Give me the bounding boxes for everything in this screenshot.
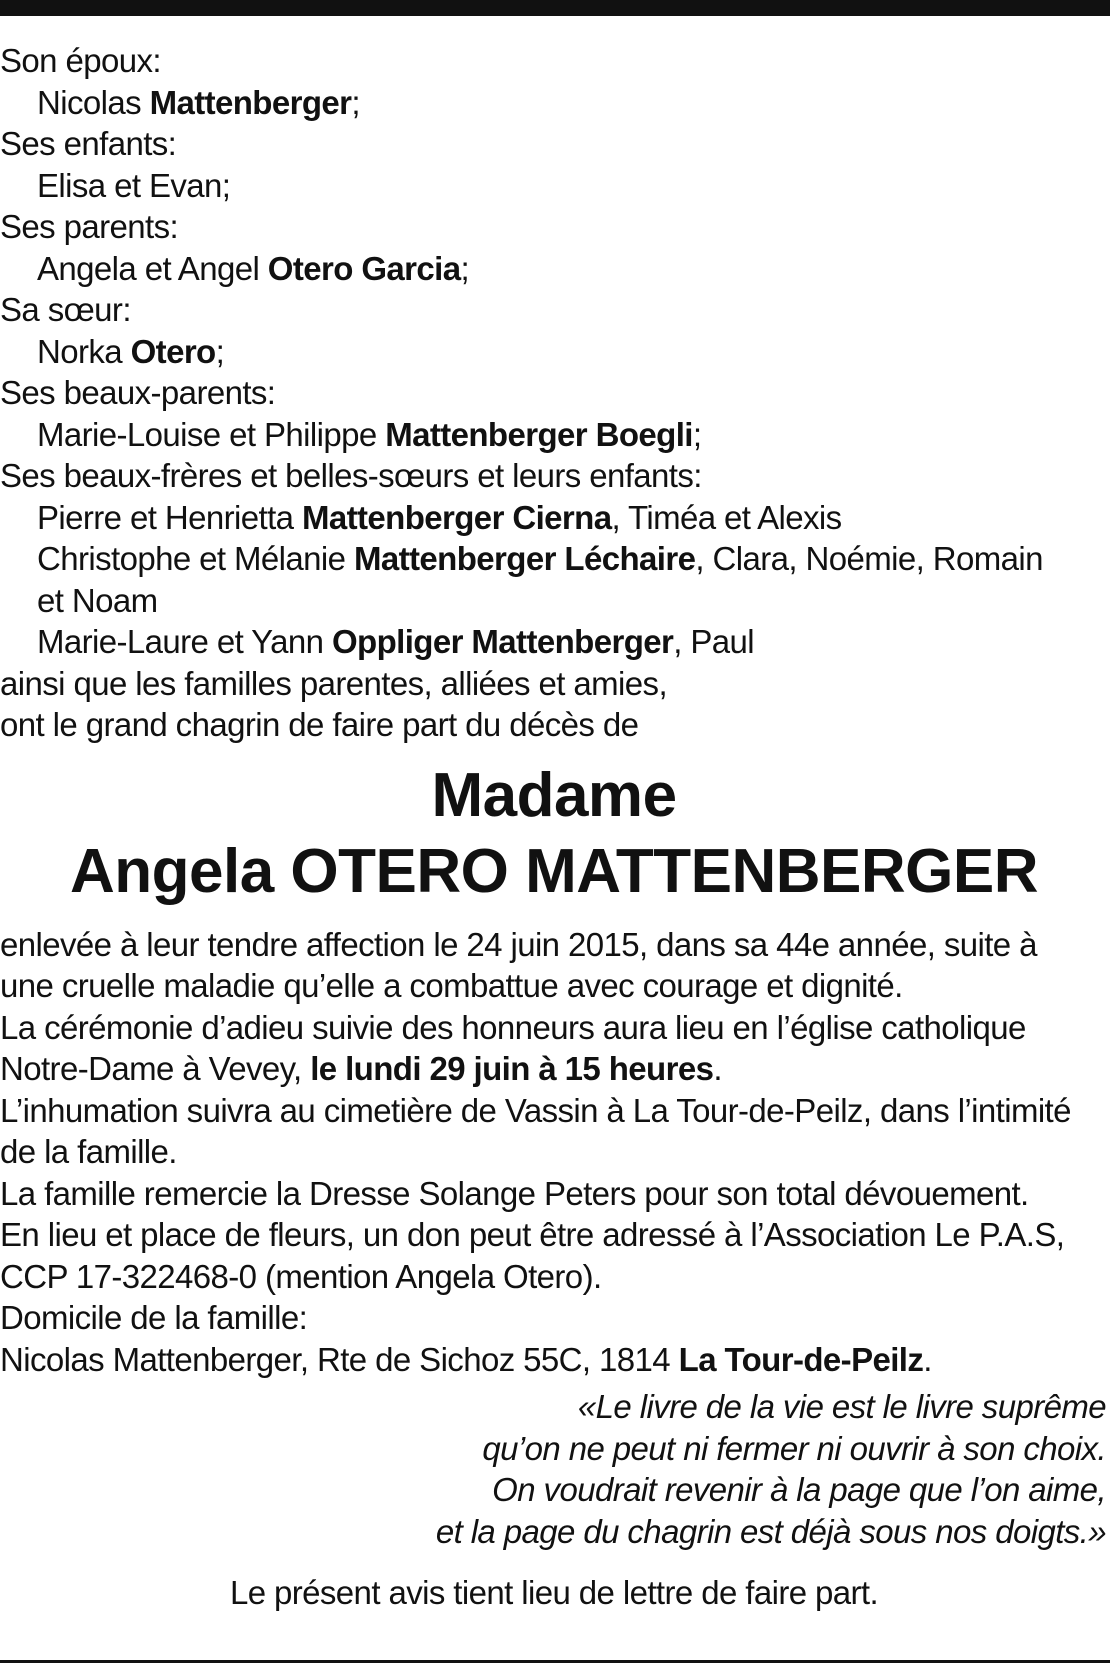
family-member: Marie-Louise et Philippe Mattenberger Boegli;: [37, 415, 702, 453]
body-line: L’inhumation suivra au cimetière de Vassin à La Tour-de-Peilz, dans l’intimité: [0, 1091, 1071, 1129]
family-member: Angela et Angel Otero Garcia;: [37, 249, 470, 287]
footer-note: Le présent avis tient lieu de lettre de faire part.: [229, 1574, 879, 1611]
family-member: Marie-Laure et Yann Oppliger Mattenberger, Paul: [37, 623, 755, 660]
intro-line: ont le grand chagrin de faire part du décès de: [0, 706, 639, 743]
body-line: Nicolas Mattenberger, Rte de Sichoz 55C, 1814 La Tour-de-Peilz.: [0, 1340, 932, 1378]
relation-heading: Ses beaux-parents:: [0, 374, 276, 411]
relation-heading: Sa sœur:: [0, 291, 131, 328]
body-line: Notre-Dame à Vevey, le lundi 29 juin à 15 heures.: [0, 1050, 722, 1087]
bottom-border-rule: [0, 1660, 1110, 1663]
family-member: Nicolas Mattenberger;: [37, 83, 360, 121]
body-line: En lieu et place de fleurs, un don peut être adressé à l’Association Le P.A.S,: [0, 1216, 1065, 1253]
intro-line: ainsi que les familles parentes, alliées et amies,: [0, 664, 668, 702]
family-member: Norka Otero;: [37, 332, 225, 370]
body-line: CCP 17-322468-0 (mention Angela Otero).: [0, 1257, 602, 1295]
notice-body: [0, 924, 1108, 1381]
family-member: et Noam: [37, 581, 158, 619]
deceased-title: Madame: [431, 760, 677, 830]
obituary-notice: [0, 40, 1108, 1614]
relation-heading: Ses beaux-frères et belles-sœurs et leurs enfants:: [0, 457, 702, 494]
body-line: La famille remercie la Dresse Solange Peters pour son total dévouement.: [0, 1174, 1029, 1212]
body-line: de la famille.: [0, 1133, 177, 1170]
intro-text: [0, 663, 1108, 746]
relation-heading: Son époux:: [0, 42, 161, 79]
body-line: La cérémonie d’adieu suivie des honneurs aura lieu en l’église catholique: [0, 1008, 1026, 1046]
family-list: [0, 40, 1108, 663]
family-member: Elisa et Evan;: [37, 166, 231, 204]
deceased-heading: [0, 758, 1108, 910]
body-line: Domicile de la famille:: [0, 1299, 308, 1336]
family-member: Christophe et Mélanie Mattenberger Léchaire, Clara, Noémie, Romain: [37, 540, 1043, 577]
quote-line: «Le livre de la vie est le livre suprême: [577, 1388, 1106, 1425]
body-line: une cruelle maladie qu’elle a combattue avec courage et dignité.: [0, 967, 903, 1004]
body-line: enlevée à leur tendre affection le 24 juin 2015, dans sa 44e année, suite à: [0, 925, 1037, 963]
top-border-rule: [0, 0, 1110, 16]
quote-line: qu’on ne peut ni fermer ni ouvrir à son choix.: [482, 1429, 1106, 1467]
quote-line: On voudrait revenir à la page que l’on aime,: [492, 1471, 1106, 1508]
family-member: Pierre et Henrietta Mattenberger Cierna, Timéa et Alexis: [37, 498, 842, 536]
deceased-name: Angela OTERO MATTENBERGER: [69, 836, 1039, 906]
relation-heading: Ses parents:: [0, 208, 179, 245]
quote-line: et la page du chagrin est déjà sous nos doigts.»: [435, 1512, 1106, 1550]
closing-quote: [0, 1386, 1108, 1552]
relation-heading: Ses enfants:: [0, 125, 177, 162]
